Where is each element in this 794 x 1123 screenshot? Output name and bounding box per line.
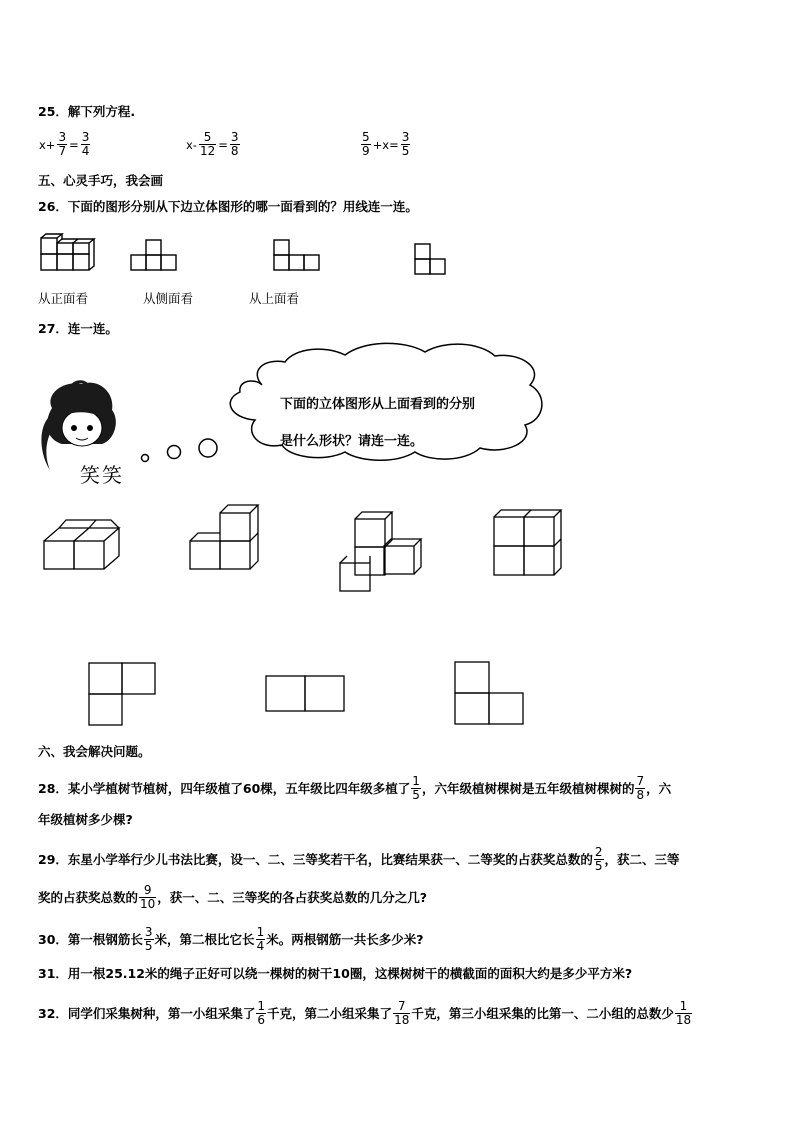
girl-character-illustration (41, 382, 115, 470)
cloud-text-line-2: 是什么形状？请连一连。 (280, 434, 424, 449)
fraction: $\frac{1}{5}$ (412, 774, 420, 802)
q25-title: 25．解下列方程. (38, 104, 136, 119)
solid-a (44, 520, 119, 569)
solid-c (340, 512, 421, 591)
q27-title: 27．连一连。 (38, 321, 118, 336)
label-side-view: 从侧面看 (143, 291, 194, 306)
equation-1: x+ $\frac{3}{7}$ = $\frac{3}{4}$ (39, 130, 90, 158)
q28-line-1: 28．某小学植树节植树，四年级植了60棵，五年级比四年级多植了 $\frac{1}{5}$ ，六年级植树棵树是五年级植树棵树的 $\frac{7}{8}$ ，六 (38, 774, 672, 802)
fraction: $\frac{7}{18}$ (394, 999, 410, 1027)
equation-3: $\frac{5}{9}$ +x= $\frac{3}{5}$ (362, 130, 410, 158)
top-view-1 (89, 663, 155, 725)
q29-line-1: 29．东星小学举行少儿书法比赛，设一、二、三等奖若干名，比赛结果获一、二等奖的占获奖总数的 $\frac{2}{5}$ ，获二、三等 (38, 845, 680, 873)
label-top-view: 从上面看 (249, 291, 300, 306)
section-6-heading: 六、我会解决问题。 (38, 744, 151, 759)
fraction: $\frac{3}{7}$ (58, 130, 67, 158)
fraction: $\frac{5}{9}$ (362, 130, 370, 158)
label-front-view: 从正面看 (38, 291, 89, 306)
fraction: $\frac{3}{4}$ (81, 130, 90, 158)
solid-d (494, 510, 561, 575)
q32-line: 32．同学们采集树种，第一小组采集了 $\frac{1}{6}$ 千克，第二小组采集了 $\frac{7}{18}$ 千克，第三小组采集的比第一、二小组的总数少 $\frac{1}{18}$ (38, 999, 692, 1027)
character-name: 笑笑 (80, 463, 124, 487)
fraction: $\frac{1}{4}$ (256, 925, 265, 953)
q26-title: 26．下面的图形分别从下边立体图形的哪一面看到的？用线连一连。 (38, 199, 418, 214)
fraction: $\frac{3}{5}$ (401, 130, 410, 158)
solid-b (190, 505, 258, 569)
fraction: $\frac{3}{8}$ (230, 130, 239, 158)
fraction: $\frac{3}{5}$ (144, 925, 153, 953)
fraction: $\frac{9}{10}$ (140, 883, 156, 911)
q30-line: 30．第一根钢筋长 $\frac{3}{5}$ 米，第二根比它长 $\frac{1}{4}$ 米。两根钢筋一共长多少米? (38, 925, 424, 953)
equation-2: x- $\frac{5}{12}$ = $\frac{3}{8}$ (186, 130, 239, 158)
q28-line-2: 年级植树多少棵? (38, 812, 133, 827)
cloud-text-line-1: 下面的立体图形从上面看到的分别 (280, 397, 476, 412)
top-view-3 (455, 662, 523, 724)
fraction: $\frac{1}{6}$ (257, 999, 266, 1027)
q29-line-2: 奖的占获奖总数的 $\frac{9}{10}$ ，获一、二、三等奖的各占获奖总数的几分之几? (38, 883, 428, 911)
fraction: $\frac{7}{8}$ (636, 774, 645, 802)
fraction: $\frac{5}{12}$ (199, 130, 216, 158)
top-view-2 (266, 676, 344, 711)
fraction: $\frac{1}{18}$ (675, 999, 692, 1027)
section-5-heading: 五、心灵手巧，我会画 (38, 173, 164, 188)
fraction: $\frac{2}{5}$ (594, 845, 603, 873)
q31-line: 31．用一根25.12米的绳子正好可以绕一棵树的树干10圈，这棵树树干的横截面的面积大约是多少平方米? (38, 966, 633, 981)
